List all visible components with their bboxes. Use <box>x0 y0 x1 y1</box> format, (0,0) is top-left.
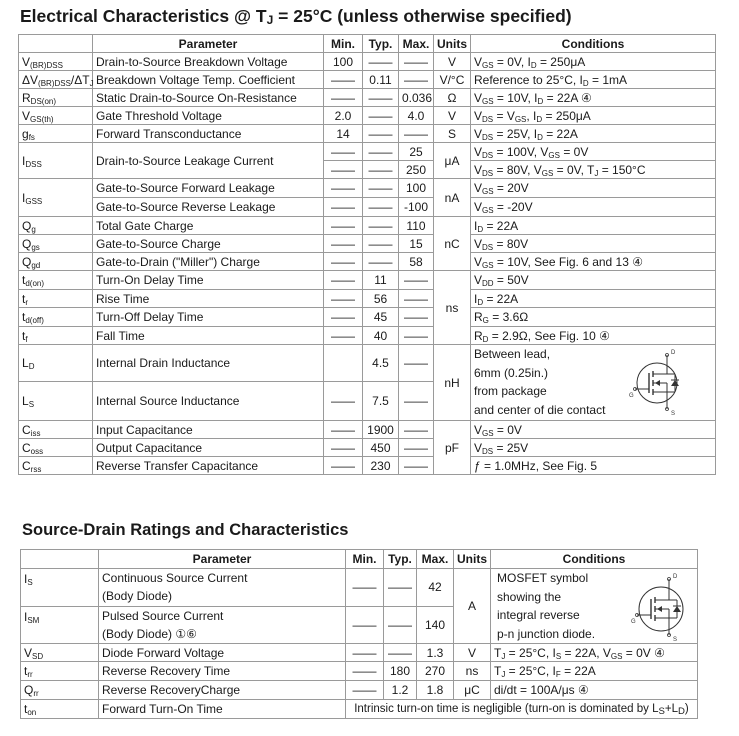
parameter: Forward Turn-On Time <box>99 700 346 719</box>
symbol: $I_{DSS}$ <box>19 143 93 179</box>
parameter: Fall Time <box>93 327 324 345</box>
header-conditions: Conditions <box>471 35 716 53</box>
typ-value: —— <box>363 198 399 217</box>
conditions: $V_{GS} = 10V$, See Fig. 6 and 13 ④ <box>471 253 716 271</box>
symbol: $t_{d(off)}$ <box>19 308 93 327</box>
min-value: —— <box>324 327 363 345</box>
symbol: $t_{on}$ <box>21 700 99 719</box>
max-value: 58 <box>399 253 434 271</box>
typ-value: —— <box>363 107 399 125</box>
parameter: Drain-to-Source Leakage Current <box>93 143 324 179</box>
table-row <box>19 439 716 457</box>
conditions: $V_{GS} = 0V$, $I_D = 250\mu A$ <box>471 53 716 71</box>
table-row <box>21 644 698 662</box>
source-drain-table <box>20 549 698 719</box>
drain-label: D <box>671 350 676 356</box>
conditions: di/dt = 100A/μs ④ <box>491 681 698 700</box>
typ-value: —— <box>363 217 399 235</box>
units: A <box>454 569 491 644</box>
header-units: Units <box>434 35 471 53</box>
min-value: —— <box>346 569 384 607</box>
header-max: Max. <box>417 550 454 569</box>
parameter: Gate-to-Source Charge <box>93 235 324 253</box>
units: Ω <box>434 89 471 107</box>
cond-line: showing the <box>497 589 562 604</box>
symbol: $Q_{gs}$ <box>19 235 93 253</box>
parameter: Internal Source Inductance <box>93 382 324 421</box>
min-value: —— <box>324 439 363 457</box>
min-value: —— <box>346 662 384 681</box>
typ-value: —— <box>363 53 399 71</box>
conditions: $V_{GS} = 10V$, $I_D = 22A$ ④ <box>471 89 716 107</box>
header-typ: Typ. <box>384 550 417 569</box>
symbol: $L_D$ <box>19 345 93 382</box>
min-value: —— <box>324 457 363 475</box>
max-value: 1.3 <box>417 644 454 662</box>
min-value <box>324 345 363 382</box>
cond-line: Between lead, <box>474 347 551 361</box>
parameter: Internal Drain Inductance <box>93 345 324 382</box>
conditions: $V_{GS} = 0V$ <box>471 421 716 439</box>
table-row <box>19 143 716 161</box>
conditions: $I_D = 22A$ <box>471 290 716 308</box>
cond-line: p-n junction diode. <box>497 626 596 641</box>
symbol: $V_{(BR)DSS}$ <box>19 53 93 71</box>
typ-value: 1900 <box>363 421 399 439</box>
parameter: Input Capacitance <box>93 421 324 439</box>
symbol: $C_{rss}$ <box>19 457 93 475</box>
symbol: $L_S$ <box>19 382 93 421</box>
conditions: $V_{GS} = 20V$ <box>471 179 716 198</box>
units: μC <box>454 681 491 700</box>
symbol: $\Delta V_{(BR)DSS}/\Delta T_J$ <box>19 71 93 89</box>
table-row <box>19 421 716 439</box>
parameter: Continuous Source Current (Body Diode) <box>99 569 346 607</box>
max-value: —— <box>399 71 434 89</box>
typ-value: —— <box>363 235 399 253</box>
parameter: Output Capacitance <box>93 439 324 457</box>
conditions: $V_{GS} = -20V$ <box>471 198 716 217</box>
table-row <box>19 217 716 235</box>
symbol: $Q_{rr}$ <box>21 681 99 700</box>
max-value: —— <box>399 345 434 382</box>
max-value: 42 <box>417 569 454 607</box>
parameter: Gate-to-Source Forward Leakage <box>93 179 324 198</box>
source-label: S <box>673 637 678 643</box>
table-row <box>19 198 716 217</box>
max-value: —— <box>399 271 434 290</box>
max-value: —— <box>399 53 434 71</box>
parameter: Total Gate Charge <box>93 217 324 235</box>
conditions: Reference to 25°C, $I_D = 1mA$ <box>471 71 716 89</box>
units: S <box>434 125 471 143</box>
table-row <box>19 89 716 107</box>
conditions: $V_{DS} = 25V$, $I_D = 22A$ <box>471 125 716 143</box>
source-label: S <box>671 411 676 417</box>
typ-value: —— <box>384 644 417 662</box>
mosfet-diode-symbol-icon <box>631 571 695 641</box>
table-row <box>19 308 716 327</box>
typ-value: —— <box>363 253 399 271</box>
conditions: $V_{DS} = 80V$, $V_{GS} = 0V$, $T_J = 150^\circ C$ <box>471 161 716 179</box>
max-value: 25 <box>399 143 434 161</box>
typ-value: —— <box>384 569 417 607</box>
gate-label: G <box>631 619 636 625</box>
parameter: Diode Forward Voltage <box>99 644 346 662</box>
min-value: —— <box>324 235 363 253</box>
header-row <box>19 35 716 53</box>
min-value: —— <box>324 89 363 107</box>
max-value: —— <box>399 327 434 345</box>
conditions: $V_{DS} = 100V$, $V_{GS} = 0V$ <box>471 143 716 161</box>
symbol: $t_{rr}$ <box>21 662 99 681</box>
max-value: 250 <box>399 161 434 179</box>
typ-value: 230 <box>363 457 399 475</box>
conditions <box>491 569 698 644</box>
table-row <box>21 662 698 681</box>
units: μA <box>434 143 471 179</box>
min-value: —— <box>346 644 384 662</box>
max-value: 0.036 <box>399 89 434 107</box>
max-value: —— <box>399 290 434 308</box>
typ-value: —— <box>363 161 399 179</box>
max-value: 4.0 <box>399 107 434 125</box>
conditions: Intrinsic turn-on time is negligible (turn-on is dominated by $L_S+L_D$) <box>346 700 698 719</box>
symbol: $V_{SD}$ <box>21 644 99 662</box>
cond-line: MOSFET symbol <box>497 571 589 585</box>
symbol: $C_{iss}$ <box>19 421 93 439</box>
table-row <box>19 125 716 143</box>
symbol: $t_r$ <box>19 290 93 308</box>
conditions: $V_{DS} = 80V$ <box>471 235 716 253</box>
table-row <box>21 700 698 719</box>
units: nH <box>434 345 471 421</box>
table-row <box>19 457 716 475</box>
units: V <box>454 644 491 662</box>
units: V <box>434 107 471 125</box>
max-value: —— <box>399 382 434 421</box>
conditions: $V_{DS} = 25V$ <box>471 439 716 457</box>
min-value: —— <box>324 71 363 89</box>
min-value: —— <box>346 681 384 700</box>
conditions: $T_J = 25^\circ C$, $I_S = 22A$, $V_{GS} = 0V$ ④ <box>491 644 698 662</box>
symbol: $t_{d(on)}$ <box>19 271 93 290</box>
parameter: Pulsed Source Current (Body Diode) ①⑥ <box>99 606 346 644</box>
min-value: —— <box>324 143 363 161</box>
header-min: Min. <box>324 35 363 53</box>
cond-line: from package <box>474 384 547 399</box>
conditions: $R_G = 3.6\Omega$ <box>471 308 716 327</box>
min-value: 14 <box>324 125 363 143</box>
parameter: Breakdown Voltage Temp. Coefficient <box>93 71 324 89</box>
conditions <box>471 345 716 421</box>
typ-value: 11 <box>363 271 399 290</box>
symbol: $t_f$ <box>19 327 93 345</box>
conditions: $I_D = 22A$ <box>471 217 716 235</box>
typ-value: 1.2 <box>384 681 417 700</box>
table-row <box>19 327 716 345</box>
symbol: $C_{oss}$ <box>19 439 93 457</box>
max-value: 270 <box>417 662 454 681</box>
symbol: $I_{SM}$ <box>21 606 99 644</box>
parameter: Reverse Transfer Capacitance <box>93 457 324 475</box>
typ-value: 45 <box>363 308 399 327</box>
max-value: -100 <box>399 198 434 217</box>
typ-value: 180 <box>384 662 417 681</box>
max-value: —— <box>399 421 434 439</box>
max-value: —— <box>399 125 434 143</box>
units: V <box>434 53 471 71</box>
max-value: 140 <box>417 606 454 644</box>
cond-line: and center of die contact <box>474 402 606 417</box>
min-value: —— <box>324 290 363 308</box>
typ-value: —— <box>384 606 417 644</box>
electrical-characteristics-title: Electrical Characteristics @ $T_J = 25^\circ C$ (unless otherwise specified) <box>20 6 572 27</box>
symbol: $Q_{gd}$ <box>19 253 93 271</box>
max-value: —— <box>399 457 434 475</box>
max-value: 100 <box>399 179 434 198</box>
max-value: 1.8 <box>417 681 454 700</box>
table-row <box>19 179 716 198</box>
parameter: Turn-On Delay Time <box>93 271 324 290</box>
units: V/°C <box>434 71 471 89</box>
symbol: $I_S$ <box>21 569 99 607</box>
symbol: $I_{GSS}$ <box>19 179 93 217</box>
header-conditions: Conditions <box>491 550 698 569</box>
min-value: —— <box>324 382 363 421</box>
conditions: $V_{DD} = 50V$ <box>471 271 716 290</box>
header-min: Min. <box>346 550 384 569</box>
typ-value: 0.11 <box>363 71 399 89</box>
min-value: —— <box>324 271 363 290</box>
conditions: $T_J = 25^\circ C$, $I_F = 22A$ <box>491 662 698 681</box>
table-row <box>19 235 716 253</box>
min-value: 2.0 <box>324 107 363 125</box>
header-units: Units <box>454 550 491 569</box>
table-row <box>21 681 698 700</box>
min-value: —— <box>324 253 363 271</box>
parameter: Reverse Recovery Time <box>99 662 346 681</box>
header-typ: Typ. <box>363 35 399 53</box>
header-max: Max. <box>399 35 434 53</box>
table-row <box>19 345 716 382</box>
typ-value: —— <box>363 89 399 107</box>
parameter: Gate-to-Source Reverse Leakage <box>93 198 324 217</box>
typ-value: —— <box>363 179 399 198</box>
max-value: 15 <box>399 235 434 253</box>
conditions: $V_{DS} = V_{GS}$, $I_D = 250\mu A$ <box>471 107 716 125</box>
typ-value: —— <box>363 125 399 143</box>
parameter: Drain-to-Source Breakdown Voltage <box>93 53 324 71</box>
typ-value: 450 <box>363 439 399 457</box>
cond-line: integral reverse <box>497 608 580 622</box>
table-row <box>19 107 716 125</box>
units: ns <box>454 662 491 681</box>
max-value: 110 <box>399 217 434 235</box>
min-value: —— <box>324 179 363 198</box>
header-parameter: Parameter <box>99 550 346 569</box>
parameter: Forward Transconductance <box>93 125 324 143</box>
source-drain-title: Source-Drain Ratings and Characteristics <box>22 521 349 539</box>
symbol: $Q_g$ <box>19 217 93 235</box>
min-value: 100 <box>324 53 363 71</box>
symbol: $V_{GS(th)}$ <box>19 107 93 125</box>
parameter: Static Drain-to-Source On-Resistance <box>93 89 324 107</box>
header-parameter: Parameter <box>93 35 324 53</box>
parameter: Gate-to-Drain ("Miller") Charge <box>93 253 324 271</box>
min-value: —— <box>324 308 363 327</box>
typ-value: 4.5 <box>363 345 399 382</box>
header-row <box>21 550 698 569</box>
units: nA <box>434 179 471 217</box>
symbol: $R_{DS(on)}$ <box>19 89 93 107</box>
units: ns <box>434 271 471 345</box>
cond-line: 6mm (0.25in.) <box>474 365 549 380</box>
typ-value: 56 <box>363 290 399 308</box>
min-value: —— <box>324 217 363 235</box>
max-value: —— <box>399 308 434 327</box>
parameter: Gate Threshold Voltage <box>93 107 324 125</box>
parameter: Rise Time <box>93 290 324 308</box>
table-row <box>21 569 698 607</box>
min-value: —— <box>324 198 363 217</box>
drain-label: D <box>673 574 678 580</box>
typ-value: 7.5 <box>363 382 399 421</box>
min-value: —— <box>346 606 384 644</box>
max-value: —— <box>399 439 434 457</box>
min-value: —— <box>324 161 363 179</box>
electrical-characteristics-table <box>18 34 716 475</box>
units: pF <box>434 421 471 475</box>
mosfet-symbol-icon <box>627 347 685 417</box>
units: nC <box>434 217 471 271</box>
table-row <box>19 290 716 308</box>
typ-value: —— <box>363 143 399 161</box>
symbol: $g_{fs}$ <box>19 125 93 143</box>
table-row <box>19 53 716 71</box>
typ-value: 40 <box>363 327 399 345</box>
table-row <box>19 271 716 290</box>
gate-label: G <box>629 393 634 399</box>
table-row <box>19 71 716 89</box>
table-row <box>19 253 716 271</box>
parameter: Turn-Off Delay Time <box>93 308 324 327</box>
parameter: Reverse RecoveryCharge <box>99 681 346 700</box>
conditions: ƒ = 1.0MHz, See Fig. 5 <box>471 457 716 475</box>
conditions: $R_D = 2.9\Omega$, See Fig. 10 ④ <box>471 327 716 345</box>
min-value: —— <box>324 421 363 439</box>
